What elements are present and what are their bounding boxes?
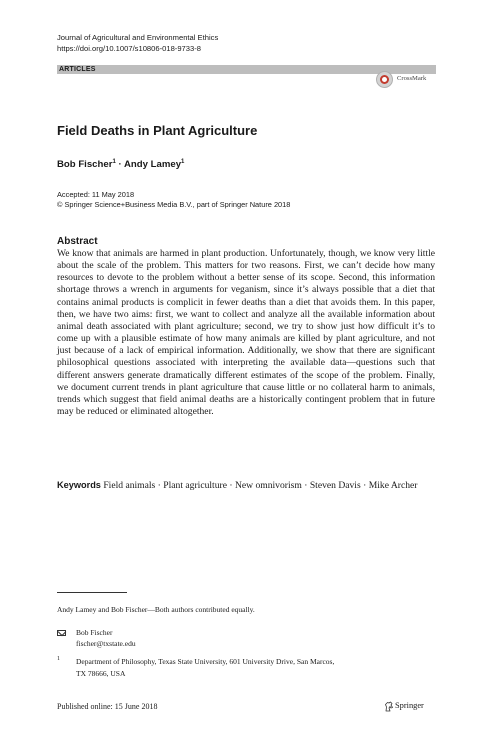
keywords-list: Field animals · Plant agriculture · New omnivorism · Steven Davis · Mike Archer (103, 480, 418, 491)
footnote-divider (57, 592, 127, 593)
journal-name: Journal of Agricultural and Environmental Ethics (57, 33, 219, 42)
journal-header (57, 33, 218, 54)
author-affiliation-mark: 1 (112, 159, 116, 165)
keywords-block (57, 479, 435, 493)
affiliation-line: TX 78666, USA (76, 668, 126, 678)
equal-contribution-note: Andy Lamey and Bob Fischer—Both authors contributed equally. (57, 605, 255, 614)
crossmark-icon (376, 71, 393, 88)
accepted-date: Accepted: 11 May 2018 (57, 190, 135, 199)
abstract-heading: Abstract (57, 236, 98, 247)
author-separator: · (118, 159, 122, 170)
article-title: Field Deaths in Plant Agriculture (57, 123, 258, 138)
published-date: Published online: 15 June 2018 (57, 702, 158, 711)
doi-link[interactable]: https://doi.org/10.1007/s10806-018-9733-8 (57, 43, 201, 53)
author-name[interactable]: Andy Lamey (123, 159, 182, 170)
springer-horse-icon (384, 701, 394, 712)
envelope-icon (57, 630, 66, 636)
keywords-label: Keywords (57, 480, 101, 490)
article-dates (57, 190, 290, 210)
section-label: ARTICLES (57, 65, 436, 74)
crossmark-label: CrossMark (397, 75, 427, 82)
affiliation-line: Department of Philosophy, Texas State University, 601 University Drive, San Marcos, (76, 657, 335, 666)
copyright-notice: © Springer Science+Business Media B.V., part of Springer Nature 2018 (57, 200, 291, 209)
crossmark-badge[interactable] (376, 71, 446, 91)
abstract-text: We know that animals are harmed in plant production. Unfortunately, though, we know very little about the scale of the problem. This matters for two reasons. First, we can’t decide how many resources to devote to the problem without a better sense of its scope. Second, this information shortage throws a wrench in arguments for veganism, since it’s always possible that a diet that contains animal products is complicit in fewer deaths than a diet that avoids them. In this paper, then, we have two aims: first, we want to collect and analyze all the available information about animal death associated with plant agriculture; second, we try to show just how difficult it’s to come up with a plausible estimate of how many animals are killed by plant agriculture, and not just because of a lack of empirical information. Additionally, we show that there are significant philosophical questions associated with interpreting the available data—questions such that different answers generate dramatically different estimates of the scope of the problem. Finally, we document current trends in plant agriculture that cause little or no collateral harm to animals, trends which suggest that field animal deaths are a historically contingent problem that in future may be reduced or eliminated altogether. (57, 248, 435, 418)
author-name[interactable]: Bob Fischer (57, 159, 113, 170)
corresponding-email[interactable]: fischer@txstate.edu (76, 638, 136, 648)
author-list (57, 159, 184, 170)
author-affiliation-mark: 1 (181, 159, 185, 165)
affiliation-number: 1 (57, 656, 60, 662)
publisher-name: Springer (395, 701, 424, 710)
corresponding-name: Bob Fischer (76, 628, 113, 637)
